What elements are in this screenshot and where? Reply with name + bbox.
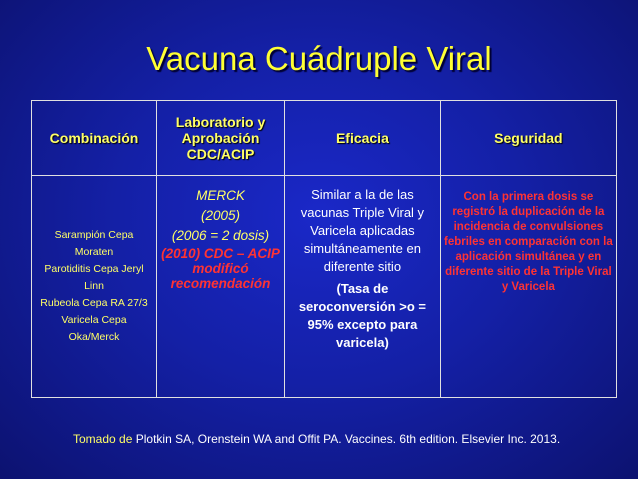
efficacy-seroconversion: (Tasa de seroconversión >o = 95% excepto para varicela)	[298, 281, 426, 350]
header-laboratory: Laboratorio y Aprobación CDC/ACIP	[156, 101, 284, 176]
laboratory-cell	[156, 176, 284, 398]
lab-year: (2005)	[201, 208, 241, 223]
efficacy-cell	[285, 176, 441, 398]
safety-cell: Con la primera dosis se registró la duplicación de la incidencia de convulsiones febriles en comparación con la aplicación simultánea y en diferente sitio de la Triple Viral y Varicela	[440, 176, 616, 398]
citation-text: Plotkin SA, Orenstein WA and Offit PA. Vaccines. 6th edition. Elsevier Inc. 2013.	[135, 432, 561, 446]
vaccine-table	[31, 100, 617, 398]
lab-doses: (2006 = 2 dosis)	[171, 228, 270, 243]
citation	[73, 432, 560, 446]
table-row	[32, 176, 617, 398]
strain-measles: Sarampión Cepa Moraten	[54, 229, 134, 258]
header-efficacy: Eficacia	[285, 101, 441, 176]
lab-name: MERCK	[196, 188, 245, 203]
table-header-row	[32, 101, 617, 176]
strain-rubella: Rubeola Cepa RA 27/3	[40, 297, 148, 309]
slide-title: Vacuna Cuádruple Viral	[146, 40, 492, 77]
citation-label: Tomado de	[73, 432, 133, 446]
lab-recommendation: (2010) CDC – ACIP modificó recomendación	[161, 246, 280, 291]
strain-mumps: Parotiditis Cepa Jeryl Linn	[44, 263, 144, 292]
efficacy-text: Similar a la de las vacunas Triple Viral y Varicela aplicadas simultáneamente en diferente sitio	[300, 187, 425, 274]
header-combination: Combinación	[32, 101, 157, 176]
combination-cell	[32, 176, 157, 398]
strain-varicella: Varicela Cepa Oka/Merck	[61, 314, 127, 343]
header-safety: Seguridad	[440, 101, 616, 176]
